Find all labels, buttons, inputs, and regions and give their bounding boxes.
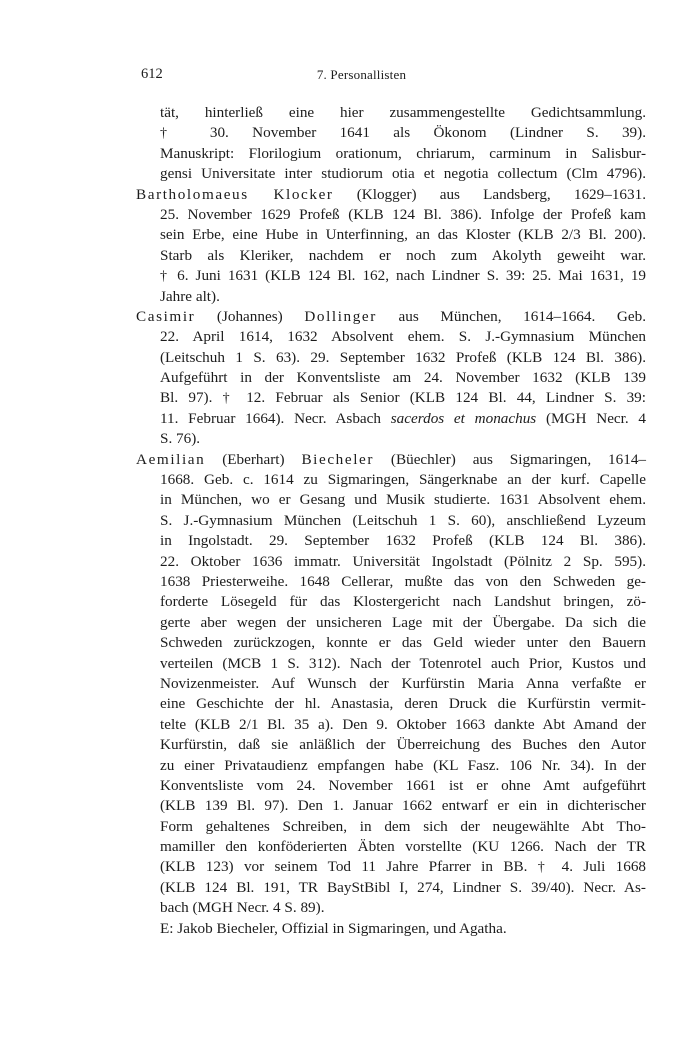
text-line: Konventsliste vom 24. November 1661 ist er ohne Amt aufgeführt [160,776,646,794]
running-head [141,66,582,86]
entry-aemilian-biecheler [136,450,646,939]
text-line: Bartholomaeus Klocker (Klogger) aus Landsberg, 1629–1631. [136,185,646,203]
text-line: E: Jakob Biecheler, Offizial in Sigmaringen, und Agatha. [160,919,507,937]
text-line: eine Geschichte der hl. Anastasia, deren Druck die Kurfürstin vermit- [160,695,646,713]
person-name: Bartholomaeus Klocker [136,185,334,203]
text-line: Bl. 97). † 12. Februar als Senior (KLB 124 Bl. 44, Lindner S. 39: [160,389,646,407]
text-line: bach (MGH Necr. 4 S. 89). [160,899,325,917]
text-line: 11. Februar 1664). Necr. Asbach sacerdos et monachus (MGH Necr. 4 [160,409,647,427]
text-line: zu einer Privataudienz empfangen habe (KL Fasz. 106 Nr. 34). In der [160,756,646,774]
text-line: forderte Lösegeld für das Klostergericht nach Landshut bringen, zö- [160,593,646,611]
text-line: (Leitschuh 1 S. 63). 29. September 1632 Profeß (KLB 124 Bl. 386). [160,348,646,366]
text-line: 25. November 1629 Profeß (KLB 124 Bl. 386). Infolge der Profeß kam [160,205,646,223]
text-line: 1668. Geb. c. 1614 zu Sigmaringen, Sängerknabe an der kurf. Capelle [160,471,646,489]
text-line: Casimir (Johannes) Dollinger aus München, 1614–1664. Geb. [136,307,646,325]
text-line: Jahre alt). [160,287,220,305]
text-line: Novizenmeister. Auf Wunsch der Kurfürstin Maria Anna verfaßte er [160,674,646,692]
person-surname: Biecheler [301,450,375,468]
entry-bartholomaeus-klocker [136,185,646,307]
text-line: telte (KLB 2/1 Bl. 35 a). Den 9. Oktober 1663 dankte Abt Amand der [160,715,646,733]
page-number: 612 [141,66,163,82]
text-line: (KLB 124 Bl. 191, TR BayStBibl I, 274, Lindner S. 39/40). Necr. As- [160,878,646,896]
text-line: gensi Universitate inter studiorum otia et negotia collectum (Clm 4796). [160,165,646,183]
text-line: Manuskript: Florilogium orationum, chriarum, carminum in Salisbur- [160,144,646,162]
main-text [136,103,646,939]
text-line: 1638 Priesterweihe. 1648 Cellerar, mußte das von den Schweden ge- [160,572,646,590]
text-line: 22. Oktober 1636 immatr. Universität Ingolstadt (Pölnitz 2 Sp. 595). [160,552,646,570]
text-line: † 6. Juni 1631 (KLB 124 Bl. 162, nach Lindner S. 39: 25. Mai 1631, 19 [160,267,647,285]
text-line: in München, wo er Gesang und Musik studierte. 1631 Absolvent ehem. [160,491,646,509]
text-line: Aemilian (Eberhart) Biecheler (Büechler) aus Sigmaringen, 1614– [136,450,647,468]
text-line: Starb als Kleriker, nachdem er noch zum Akolyth geweiht war. [160,246,646,264]
text-line: mamiller den konföderierten Äbten vorstellte (KU 1266. Nach der TR [160,838,646,856]
text-line: 22. April 1614, 1632 Absolvent ehem. S. J.-Gymnasium München [160,328,646,346]
death-cross-icon: † [537,860,552,876]
text-line: Form gehaltenes Schreiben, in dem sich der neugewählte Abt Tho- [160,817,646,835]
text-line: S. J.-Gymnasium München (Leitschuh 1 S. 60), anschließend Lyzeum [160,511,646,529]
text-line: S. 76). [160,430,201,448]
person-name: Casimir [136,307,196,325]
necrology-quote: sacerdos et monachus [390,409,537,427]
text-line: verteilen (MCB 1 S. 312). Nach der Totenrotel auch Prior, Kustos und [160,654,646,672]
person-name: Aemilian [136,450,206,468]
death-cross-icon: † [160,126,187,142]
text-line: Aufgeführt in der Konventsliste am 24. November 1632 (KLB 139 [160,369,646,387]
person-surname: Dollinger [304,307,377,325]
entry-continuation [136,103,646,185]
death-cross-icon: † [222,391,236,407]
text-line: (KLB 123) vor seinem Tod 11 Jahre Pfarrer in BB. † 4. Juli 1668 [160,858,647,876]
text-line: † 30. November 1641 als Ökonom (Lindner S. 39). [160,124,647,142]
death-cross-icon: † [160,269,171,285]
text-line: gerte aber wegen der unsicheren Lage mit der Übergabe. Da sich die [160,613,646,631]
text-line: in Ingolstadt. 29. September 1632 Profeß (KLB 124 Bl. 386). [160,532,646,550]
section-title: 7. Personallisten [316,67,407,82]
text-line: Schweden zurückzogen, konnte er das Geld wieder unter den Bauern [160,634,646,652]
entry-casimir-dollinger [136,307,646,450]
text-line: Kurfürstin, daß sie anläßlich der Überreichung des Buches den Autor [160,736,646,754]
text-line: sein Erbe, eine Hube in Unterfinning, an das Kloster (KLB 2/3 Bl. 200). [160,226,646,244]
text-line: (KLB 139 Bl. 97). Den 1. Januar 1662 entwarf er ein in dichterischer [160,797,646,815]
text-line: tät, hinterließ eine hier zusammengestellte Gedichtsammlung. [160,104,646,121]
